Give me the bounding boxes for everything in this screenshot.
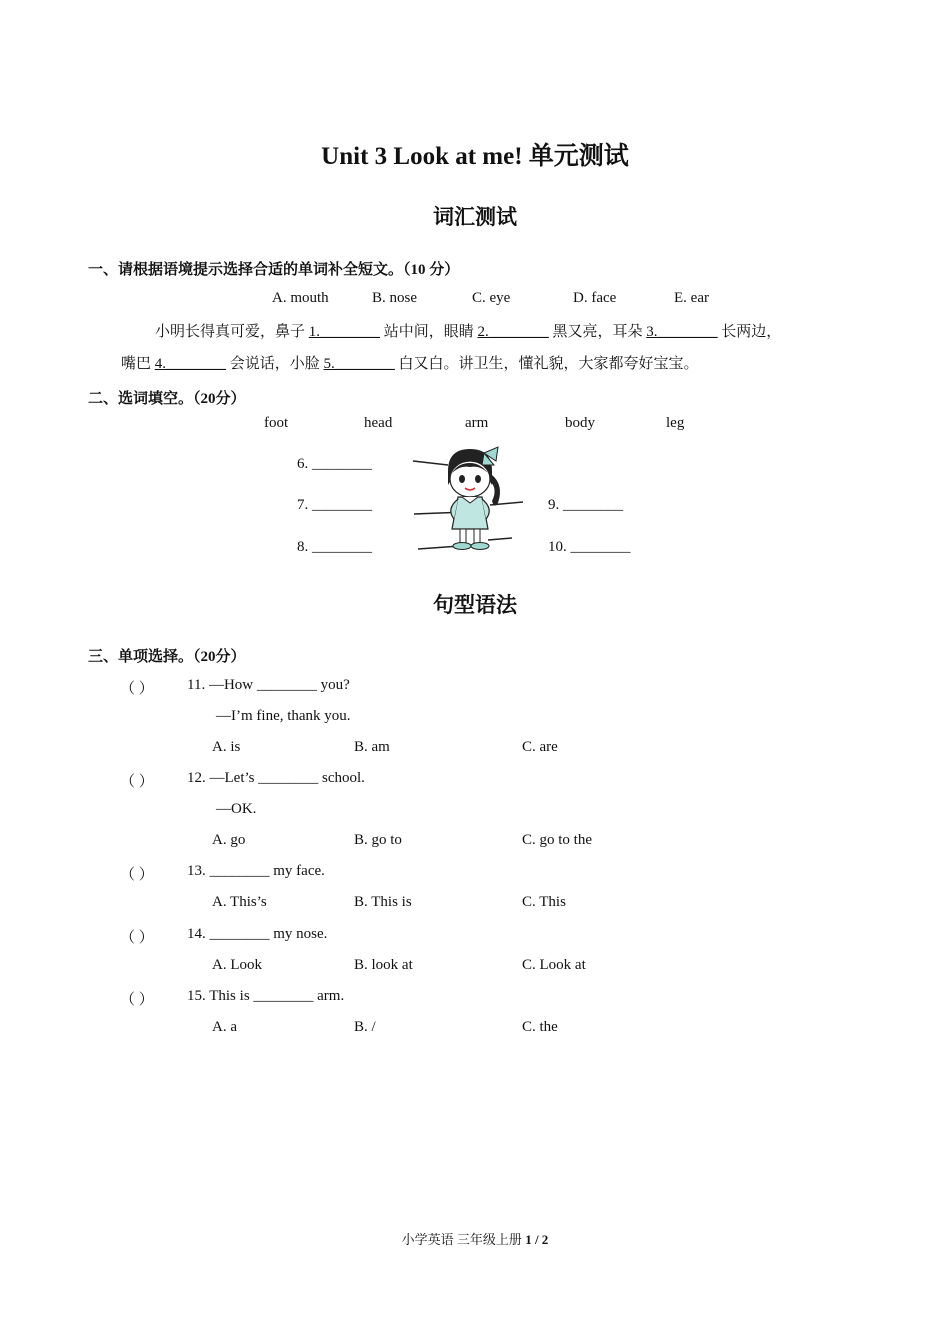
q15-option-c[interactable]: C. the — [522, 1019, 558, 1035]
question-14: 14. ________ my nose. — [187, 926, 328, 942]
section2-heading: 二、选词填空。（20分） — [88, 391, 246, 407]
question-11-reply: —I’m fine, thank you. — [216, 708, 351, 724]
q11-option-c[interactable]: C. are — [522, 739, 558, 755]
passage-text: 嘴巴 — [121, 356, 155, 372]
q14-option-b[interactable]: B. look at — [354, 957, 413, 973]
answer-paren[interactable]: （ ） — [120, 681, 154, 697]
blank-8[interactable]: 8. ________ — [297, 539, 372, 555]
q11-option-b[interactable]: B. am — [354, 739, 390, 755]
girl-illustration — [408, 445, 528, 557]
passage-text: 小明长得真可爱，鼻子 — [155, 324, 309, 340]
q14-option-a[interactable]: A. Look — [212, 957, 262, 973]
page-number: 1 / 2 — [525, 1232, 549, 1247]
blank-2[interactable]: 2.________ — [477, 324, 549, 340]
q12-option-b[interactable]: B. go to — [354, 832, 402, 848]
answer-paren[interactable]: （ ） — [120, 930, 154, 946]
passage-line-1 — [155, 320, 781, 341]
q12-option-a[interactable]: A. go — [212, 832, 246, 848]
question-11: 11. —How ________ you? — [187, 677, 350, 693]
passage-text: 站中间，眼睛 — [380, 324, 478, 340]
answer-paren[interactable]: （ ） — [120, 774, 154, 790]
blank-6[interactable]: 6. ________ — [297, 456, 372, 472]
section3-heading: 三、单项选择。（20分） — [88, 649, 246, 665]
blank-9[interactable]: 9. ________ — [548, 497, 623, 513]
s1-option-d: D. face — [573, 290, 617, 306]
q13-option-c[interactable]: C. This — [522, 894, 566, 910]
answer-paren[interactable]: （ ） — [120, 867, 154, 883]
passage-line-2 — [121, 352, 699, 373]
passage-text: 会说话，小脸 — [226, 356, 324, 372]
page-title: Unit 3 Look at me! 单元测试 — [321, 143, 629, 170]
page-footer — [0, 1229, 950, 1248]
s1-option-a: A. mouth — [272, 290, 329, 306]
q14-option-c[interactable]: C. Look at — [522, 957, 586, 973]
footer-text: 小学英语 三年级上册 — [401, 1232, 526, 1247]
question-12-reply: —OK. — [216, 801, 257, 817]
word-arm: arm — [465, 415, 489, 431]
blank-5[interactable]: 5.________ — [323, 356, 395, 372]
q13-option-b[interactable]: B. This is — [354, 894, 412, 910]
s1-option-b: B. nose — [372, 290, 417, 306]
q13-option-a[interactable]: A. This’s — [212, 894, 267, 910]
s1-option-e: E. ear — [674, 290, 709, 306]
blank-3[interactable]: 3.________ — [646, 324, 718, 340]
passage-text: 黑又亮，耳朵 — [548, 324, 647, 340]
question-15: 15. This is ________ arm. — [187, 988, 345, 1004]
word-body: body — [565, 415, 595, 431]
q15-option-b[interactable]: B. / — [354, 1019, 376, 1035]
grammar-heading: 句型语法 — [433, 593, 517, 617]
word-head: head — [364, 415, 393, 431]
q12-option-c[interactable]: C. go to the — [522, 832, 592, 848]
q11-option-a[interactable]: A. is — [212, 739, 241, 755]
blank-1[interactable]: 1.________ — [308, 324, 381, 340]
word-foot: foot — [264, 415, 289, 431]
s1-option-c: C. eye — [472, 290, 511, 306]
q15-option-a[interactable]: A. a — [212, 1019, 237, 1035]
word-leg: leg — [666, 415, 685, 431]
question-13: 13. ________ my face. — [187, 863, 325, 879]
passage-text: 长两边， — [717, 324, 782, 340]
blank-10[interactable]: 10. ________ — [548, 539, 631, 555]
answer-paren[interactable]: （ ） — [120, 992, 154, 1008]
question-12: 12. —Let’s ________ school. — [187, 770, 365, 786]
passage-text: 白又白。讲卫生，懂礼貌，大家都夸好宝宝。 — [394, 356, 699, 372]
blank-4[interactable]: 4.________ — [154, 356, 227, 372]
section1-heading: 一、请根据语境提示选择合适的单词补全短文。（10 分） — [88, 262, 460, 278]
blank-7[interactable]: 7. ________ — [297, 497, 372, 513]
vocab-heading: 词汇测试 — [433, 205, 517, 229]
